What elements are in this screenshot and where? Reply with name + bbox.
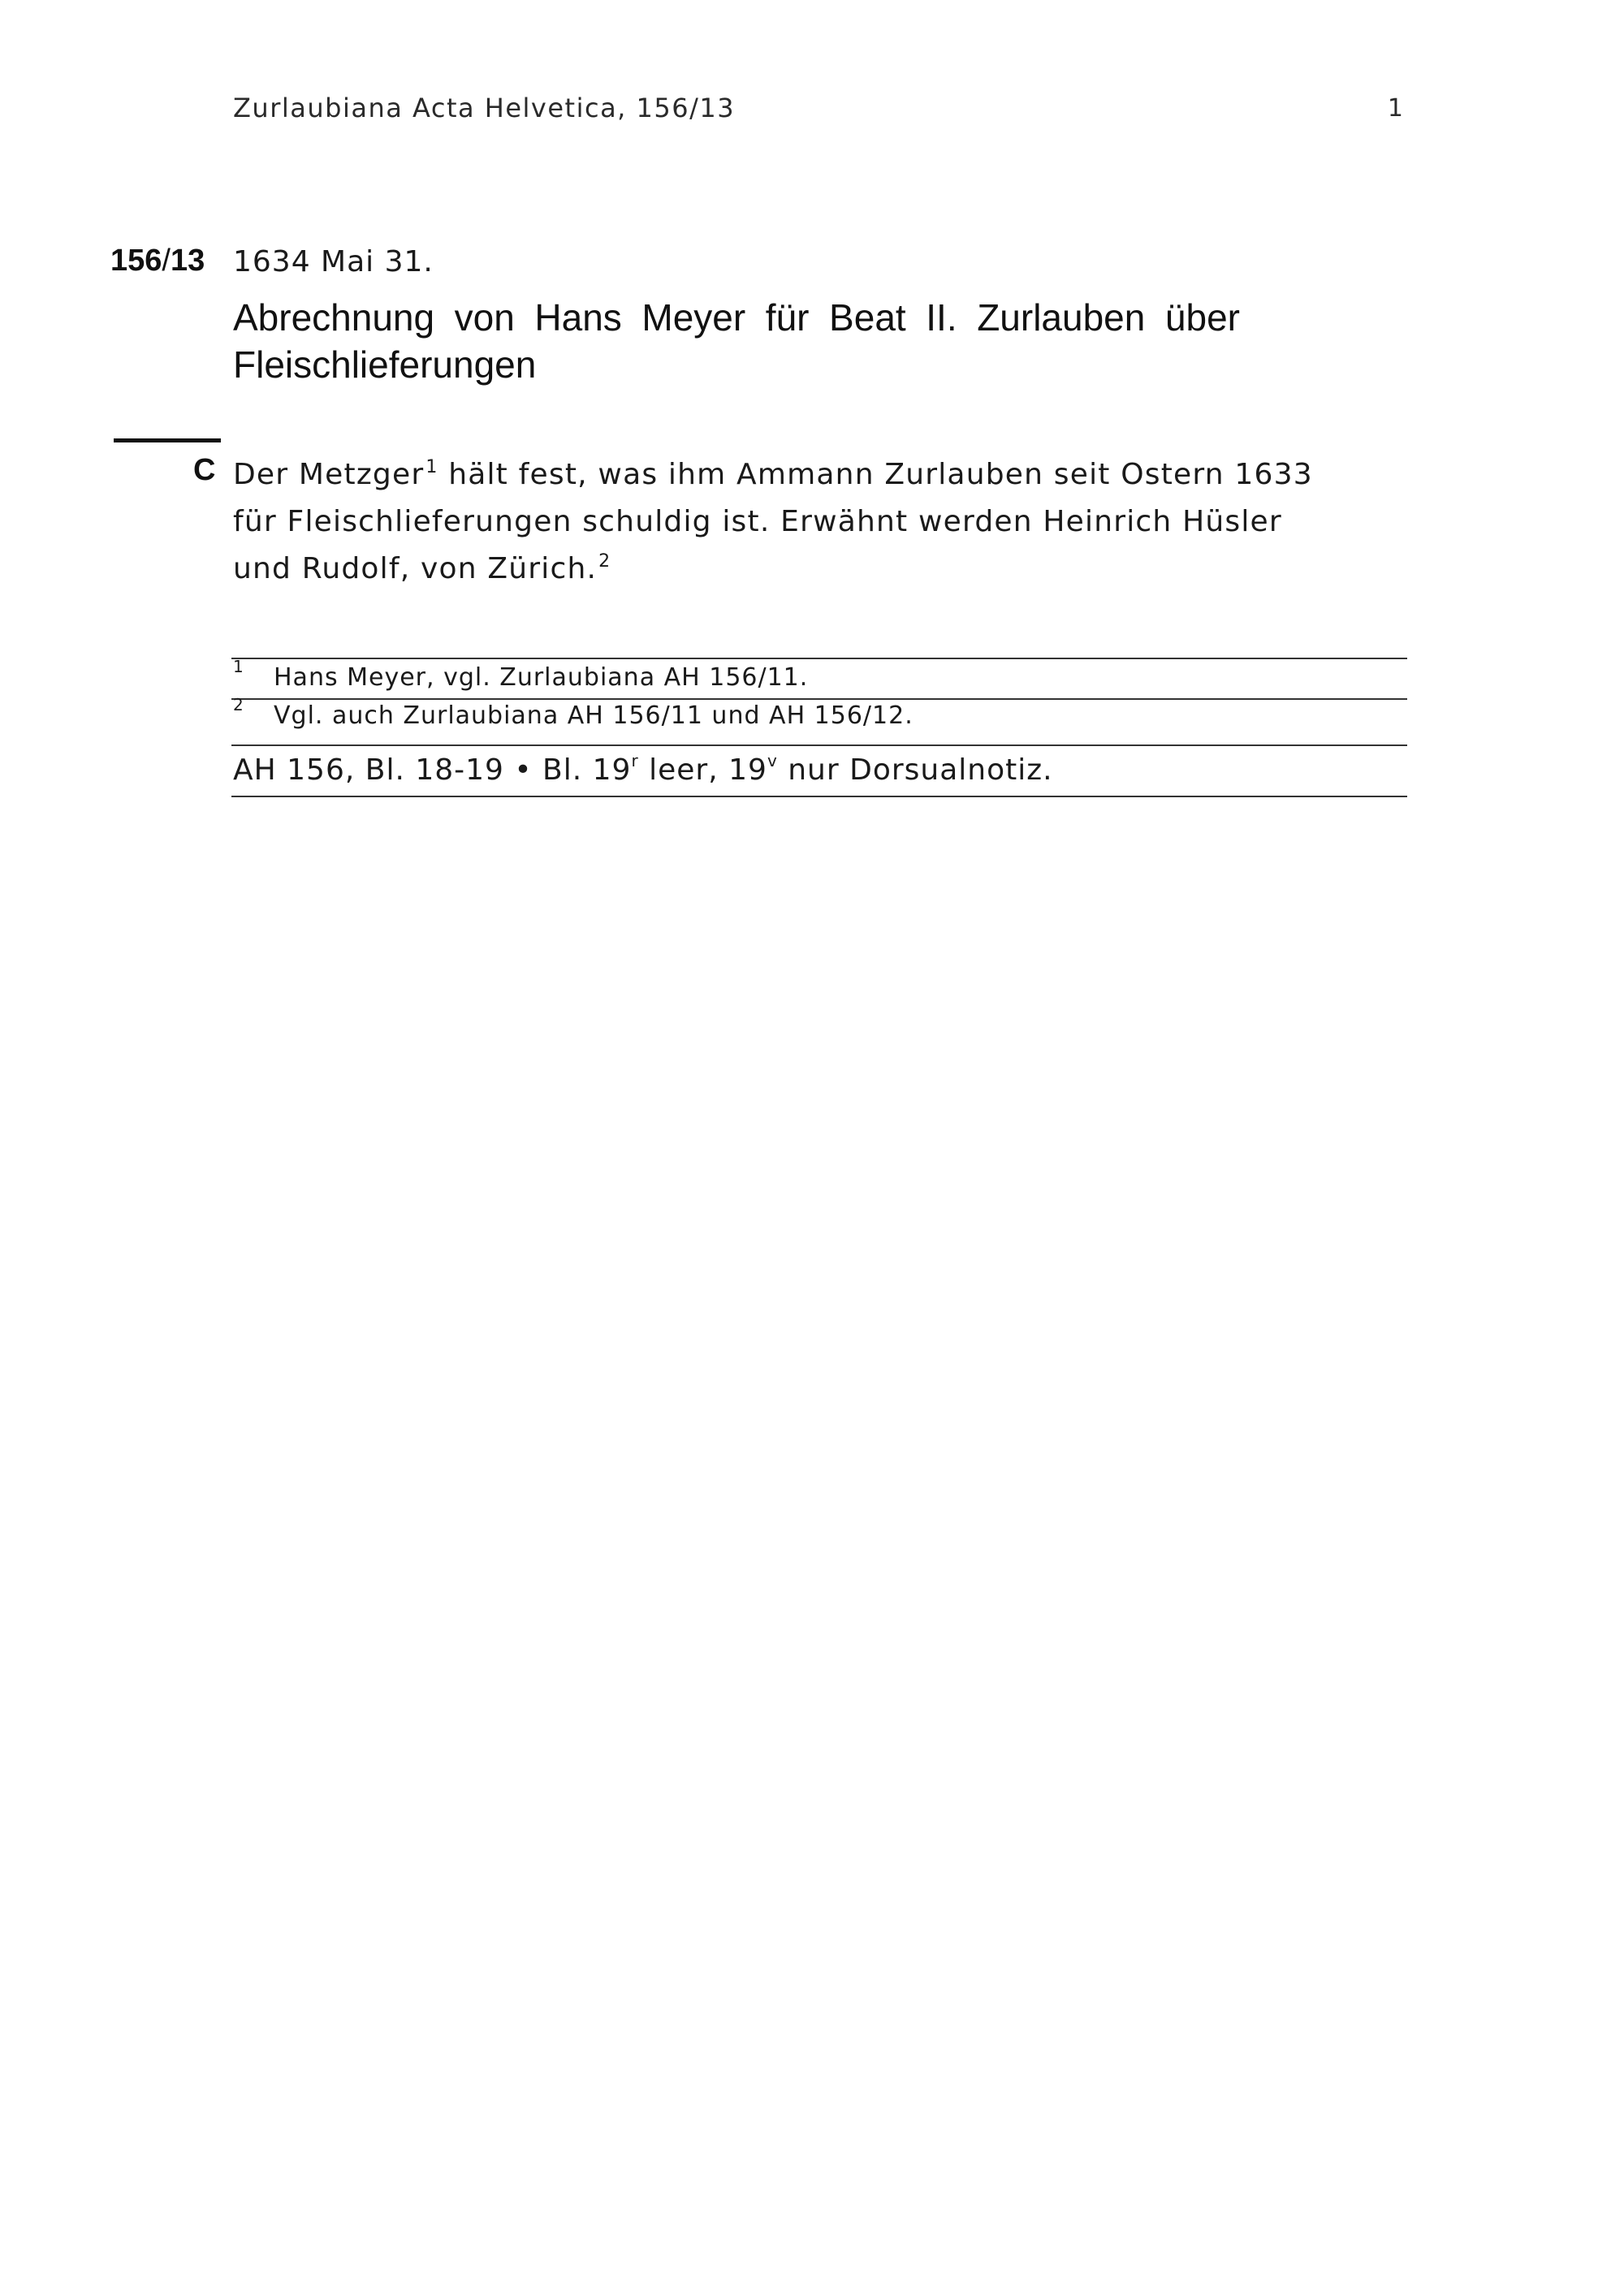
summary-text-1: Der Metzger — [233, 458, 425, 491]
footnote-separator — [231, 698, 1407, 700]
entry-summary — [233, 451, 1337, 593]
footnote-mark-2: 2 — [233, 695, 244, 714]
footnote-ref-2: 2 — [598, 551, 611, 572]
footnote-top-rule — [231, 658, 1407, 659]
verso-mark: v — [767, 751, 778, 770]
entry-id-number: 13 — [170, 244, 205, 278]
entry-id-volume: 156 — [110, 244, 162, 278]
summary-text-2: hält fest, was ihm Ammann Zurlauben seit Ostern 1633 für Fleischlieferungen schuldig ist. Erwähnt werden Heinrich Hüsler und Rudolf, von Zürich. — [233, 458, 1313, 585]
source-top-rule — [231, 744, 1407, 746]
source-bottom-rule — [231, 796, 1407, 797]
source-line — [233, 753, 1053, 787]
source-text-3: nur Dorsualnotiz. — [777, 753, 1053, 787]
entry-id-slash: / — [162, 244, 171, 278]
page-number: 1 — [1387, 94, 1403, 123]
footnote-text-2: Vgl. auch Zurlaubiana AH 156/11 und AH 156/12. — [274, 701, 914, 730]
running-title: Zurlaubiana Acta Helvetica, 156/13 — [233, 93, 736, 123]
entry-id — [110, 244, 205, 278]
footnote-mark-1: 1 — [233, 657, 244, 676]
margin-letter: C — [193, 453, 216, 487]
entry-date: 1634 Mai 31. — [233, 245, 434, 278]
margin-divider — [114, 438, 221, 442]
entry-title: Abrechnung von Hans Meyer für Beat II. Zurlauben über Fleischlieferungen — [233, 296, 1240, 386]
source-text-1: AH 156, Bl. 18-19 • Bl. 19 — [233, 753, 632, 787]
footnote-ref-1: 1 — [425, 457, 438, 477]
source-text-2: leer, 19 — [638, 753, 767, 787]
footnote-text-1: Hans Meyer, vgl. Zurlaubiana AH 156/11. — [274, 663, 809, 692]
recto-mark: r — [631, 751, 639, 770]
